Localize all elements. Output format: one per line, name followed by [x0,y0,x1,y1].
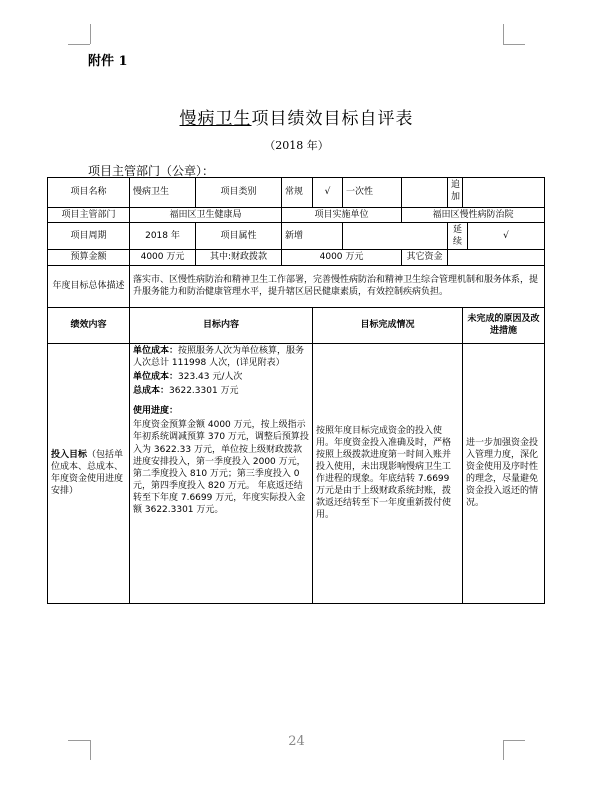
unit-cost-label: 单位成本： [133,345,179,356]
target-content [130,343,313,603]
cell-value: 4000 万元 [282,250,402,265]
header-reason: 未完成的原因及改进措施 [463,307,545,343]
input-label-rest: （包括单位成本、总成本、年度资金使用进度安排） [51,449,124,497]
cell-value [448,250,545,265]
report-year: （2018 年） [264,139,329,152]
cell-value: 新增 [282,223,343,250]
page-number: 24 [288,734,305,749]
cell-label: 一次性 [343,178,402,208]
cell-value: 4000 万元 [130,250,196,265]
table-row [48,250,545,265]
unit-cost-text: 按照服务人次为单位核算，服务人次总计 111998 人次，(详见附表） [133,345,305,368]
dept-label: 项目主管部门（公章）： [88,164,215,178]
goal-label: 年度目标总体描述 [48,265,130,307]
progress-label: 使用进度： [133,406,179,417]
page-title [0,104,593,129]
cell-label: 预算金额 [48,250,130,265]
table-row [48,307,545,343]
cell-label: 项目主管部门 [48,208,130,223]
cell-label: 项目属性 [196,223,282,250]
cell-value [343,223,448,250]
total-cost-label: 总成本： [133,385,170,396]
cell-label: 项目实施单位 [282,208,402,223]
input-label [48,343,130,603]
header-target: 目标内容 [130,307,313,343]
cell-label: 项目名称 [48,178,130,208]
crop-mark [503,44,525,45]
cell-value: 2018 年 [130,223,196,250]
cell-value [463,178,545,208]
header-completion: 目标完成情况 [313,307,463,343]
table-row [48,265,545,307]
cell-label: 追加 [448,178,463,208]
cell-value: 福田区慢性病防治院 [402,208,545,223]
crop-mark [503,24,504,44]
progress-text: 年度资金预算金额 4000 万元，按上级指示年初系统调减预算 370 万元，调整后预算投入为 3622.33 万元，单位按上级财政拨款进度安排投入，第一季度投入 2000 万元，第二季度投入 810 万元；第三季度投入 0 元，第四季度投入 820 万元。 年底返还结转至下年度 7.6699 万元，年度实际投入金额 3622.3301 万元。 [133,420,309,516]
unit-cost2-value: 323.43 元/人次 [178,371,243,382]
cell-value: 慢病卫生 [130,178,196,208]
unit-cost2-label: 单位成本： [133,371,179,382]
cell-value: 福田区卫生健康局 [130,208,282,223]
table-row [48,223,545,250]
header-perf: 绩效内容 [48,307,130,343]
table-row [48,208,545,223]
cell-label: 其中:财政拨款 [196,250,282,265]
cell-value [402,178,448,208]
checkmark-cell: √ [313,178,343,208]
title-underlined: 慢病卫生 [179,109,252,129]
cell-label: 其它资金 [402,250,448,265]
cell-label: 项目类别 [196,178,282,208]
goal-text: 落实市、区慢性病防治和精神卫生工作部署，完善慢性病防治和精神卫生综合管理机制和服务体系，提升服务能力和防治健康管理水平，提升辖区居民健康素质，有效控制疾病负担。 [130,265,545,307]
evaluation-table [47,177,545,604]
total-cost-value: 3622.3301 万元 [169,385,239,396]
reason-text: 进一步加强资金投入管理力度，深化资金使用及序时性的理念，尽量避免资金投入返还的情况。 [463,343,545,603]
crop-mark [90,24,91,44]
table-row [48,178,545,208]
crop-mark [68,44,90,45]
title-rest: 项目绩效目标自评表 [251,109,414,129]
cell-label: 延续 [448,223,468,250]
completion-text: 按照年度目标完成资金的投入使用。年度资金投入准确及时，严格按照上级拨款进度第一时间入账并投入使用，未出现影响慢病卫生工作进程的现象。年底结转 7.6699 万元是由于上级财政系统封账，拨款返还结转至下一年度重新拨付使用。 [313,343,463,603]
attachment-label: 附件 1 [88,54,128,69]
cell-label: 项目周期 [48,223,130,250]
input-label-bold: 投入目标 [51,449,88,460]
checkmark-cell: √ [468,223,545,250]
table-row [48,343,545,603]
cell-value: 常规 [282,178,313,208]
